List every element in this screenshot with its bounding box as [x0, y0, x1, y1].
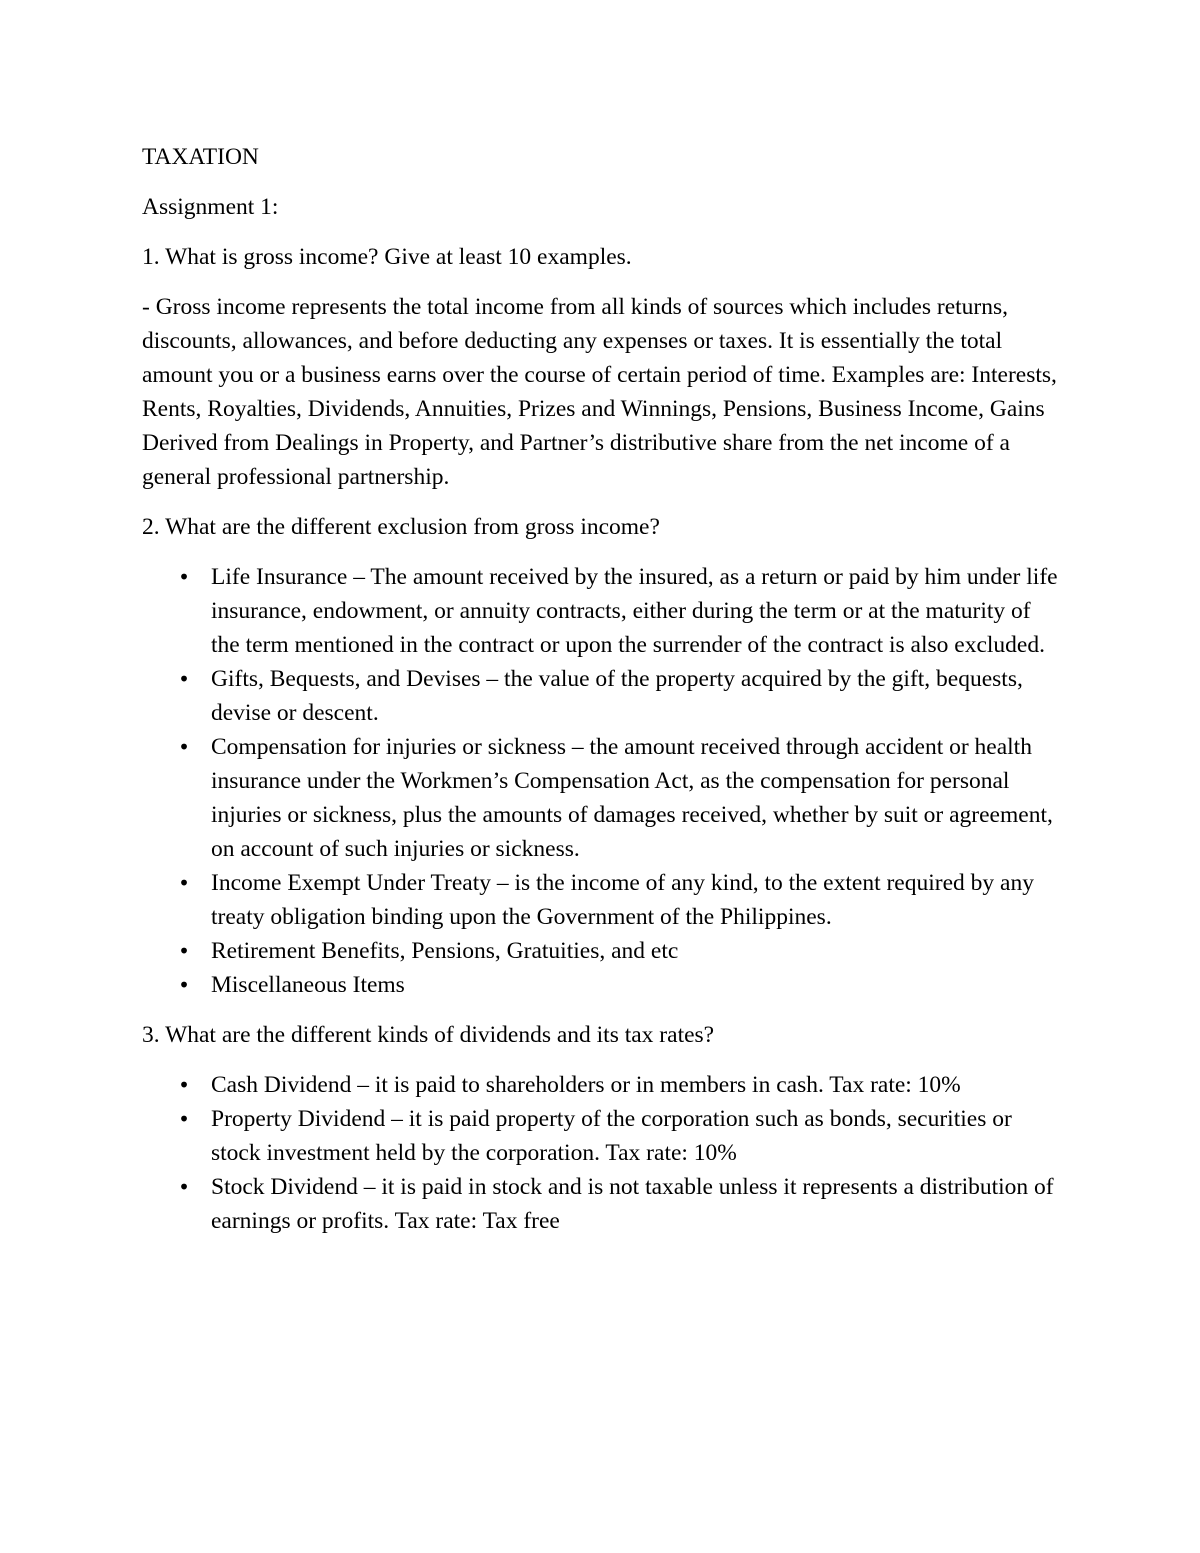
list-item-text: Compensation for injuries or sickness – the amount received through accident or health insurance under the Workmen’s Compensation Act, as the compensation for personal injuries or sickness, plus the amounts of damages received, whether by suit or agreement, on account of such injuries or sickness.: [211, 734, 1053, 862]
list-item: [142, 730, 1062, 866]
dividend-list: [142, 1068, 1062, 1238]
bullet-icon: •: [178, 1073, 190, 1097]
list-item-text: Property Dividend – it is paid property of the corporation such as bonds, securities or stock investment held by the corporation. Tax rate: 10%: [211, 1106, 1012, 1166]
answer-1: - Gross income represents the total income from all kinds of sources which includes returns, discounts, allowances, and before deducting any expenses or taxes. It is essentially the total amount you or a business earns over the course of certain period of time. Examples are: Interests, Rents, Royalties, Dividends, Annuities, Prizes and Winnings, Pensions, Business Income, Gains Derived from Dealings in Property, and Partner’s distributive share from the net income of a general professional partnership.: [142, 294, 1057, 490]
bullet-icon: •: [178, 871, 190, 895]
document-body: [142, 140, 1062, 1254]
bullet-icon: •: [178, 939, 190, 963]
list-item-text: Income Exempt Under Treaty – is the income of any kind, to the extent required by any treaty obligation binding upon the Government of the Philippines.: [211, 870, 1034, 930]
list-item: [142, 934, 1062, 968]
list-item-text: Miscellaneous Items: [211, 972, 405, 998]
exclusion-list: [142, 560, 1062, 1002]
bullet-icon: •: [178, 735, 190, 759]
question-2: 2. What are the different exclusion from gross income?: [142, 514, 660, 540]
question-1: 1. What is gross income? Give at least 10 examples.: [142, 244, 632, 270]
list-item-text: Life Insurance – The amount received by the insured, as a return or paid by him under life insurance, endowment, or annuity contracts, either during the term or at the maturity of the term mentioned in the contract or upon the surrender of the contract is also excluded.: [211, 564, 1058, 658]
list-item: [142, 866, 1062, 934]
list-item: [142, 1068, 1062, 1102]
list-item-text: Stock Dividend – it is paid in stock and is not taxable unless it represents a distribution of earnings or profits. Tax rate: Tax free: [211, 1174, 1054, 1234]
list-item-text: Retirement Benefits, Pensions, Gratuities, and etc: [211, 938, 679, 964]
list-item: [142, 1170, 1062, 1238]
bullet-icon: •: [178, 667, 190, 691]
list-item: [142, 560, 1062, 662]
assignment-heading: Assignment 1:: [142, 194, 279, 220]
list-item: [142, 662, 1062, 730]
list-item-text: Cash Dividend – it is paid to shareholders or in members in cash. Tax rate: 10%: [211, 1072, 961, 1098]
bullet-icon: •: [178, 1107, 190, 1131]
list-item-text: Gifts, Bequests, and Devises – the value of the property acquired by the gift, bequests, devise or descent.: [211, 666, 1023, 726]
list-item: [142, 968, 1062, 1002]
bullet-icon: •: [178, 1175, 190, 1199]
bullet-icon: •: [178, 565, 190, 589]
bullet-icon: •: [178, 973, 190, 997]
question-3: 3. What are the different kinds of dividends and its tax rates?: [142, 1022, 715, 1048]
document-title: TAXATION: [142, 144, 259, 170]
list-item: [142, 1102, 1062, 1170]
